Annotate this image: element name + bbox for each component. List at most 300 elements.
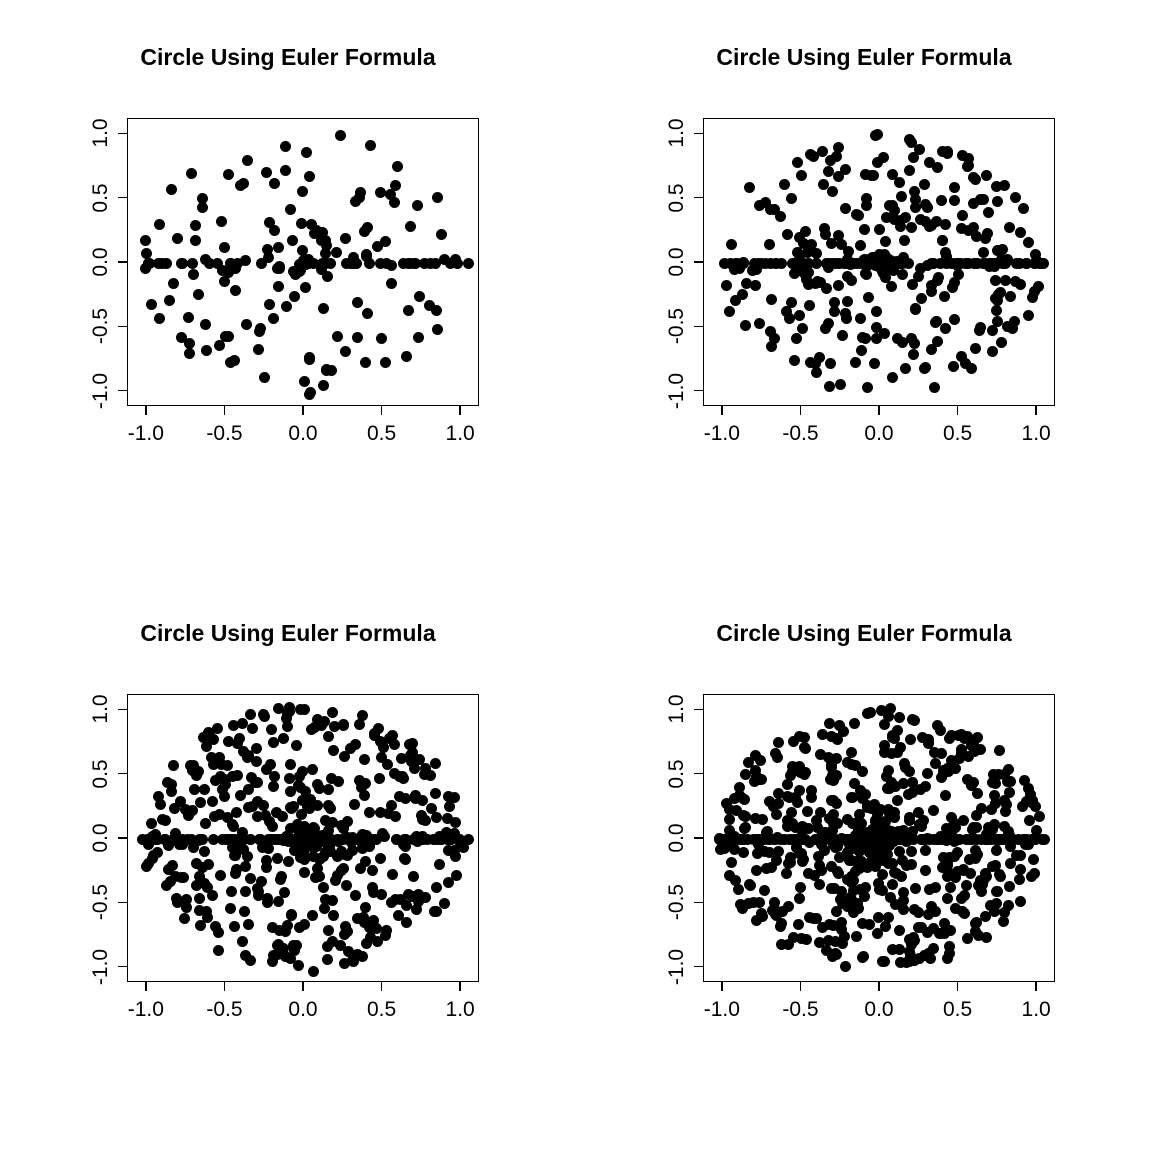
data-point xyxy=(308,966,319,977)
data-point xyxy=(360,357,371,368)
data-point xyxy=(978,194,989,205)
data-point xyxy=(781,868,792,879)
data-point xyxy=(140,263,151,274)
data-point xyxy=(906,939,917,950)
data-point xyxy=(795,882,806,893)
data-point xyxy=(906,846,917,857)
data-point xyxy=(285,204,296,215)
data-point xyxy=(940,323,951,334)
data-point xyxy=(771,809,782,820)
data-point xyxy=(793,919,804,930)
data-point xyxy=(172,233,183,244)
data-point xyxy=(975,322,986,333)
data-point xyxy=(751,915,762,926)
data-point xyxy=(352,297,363,308)
data-point xyxy=(851,931,862,942)
data-point xyxy=(907,787,918,798)
data-point xyxy=(146,299,157,310)
data-point xyxy=(845,259,856,270)
data-point xyxy=(983,207,994,218)
data-point xyxy=(387,869,398,880)
data-point xyxy=(783,901,794,912)
data-point xyxy=(797,323,808,334)
data-point xyxy=(948,361,959,372)
data-point xyxy=(291,940,302,951)
plot-area xyxy=(703,118,1055,406)
data-point xyxy=(309,722,320,733)
data-point xyxy=(910,202,921,213)
data-point xyxy=(269,178,280,189)
data-point xyxy=(328,745,339,756)
x-tick xyxy=(721,982,722,991)
data-point xyxy=(261,167,272,178)
data-point xyxy=(291,740,302,751)
x-tick-label: 1.0 xyxy=(1021,422,1051,445)
y-tick-label: -0.5 xyxy=(89,308,112,345)
data-point xyxy=(1023,839,1034,850)
data-point xyxy=(1024,815,1035,826)
data-point xyxy=(847,792,858,803)
y-tick-label: 0.0 xyxy=(665,823,688,853)
data-point xyxy=(962,161,973,172)
data-point xyxy=(365,932,376,943)
data-point xyxy=(319,903,330,914)
data-point xyxy=(910,304,921,315)
data-point xyxy=(724,306,735,317)
data-point xyxy=(432,192,443,203)
data-point xyxy=(281,713,292,724)
data-point xyxy=(738,847,749,858)
data-point xyxy=(431,906,442,917)
y-tick xyxy=(118,837,127,838)
x-tick-label: -1.0 xyxy=(703,998,740,1021)
data-point xyxy=(188,269,199,280)
data-point xyxy=(240,950,251,961)
data-point xyxy=(959,908,970,919)
data-point xyxy=(837,330,848,341)
data-point xyxy=(434,859,445,870)
data-point xyxy=(833,230,844,241)
data-point xyxy=(416,810,427,821)
data-point xyxy=(325,803,336,814)
data-point xyxy=(779,179,790,190)
data-point xyxy=(336,820,347,831)
data-point xyxy=(766,862,777,873)
data-point xyxy=(414,291,425,302)
data-point xyxy=(842,296,853,307)
data-point xyxy=(754,318,765,329)
data-point xyxy=(782,229,793,240)
data-point xyxy=(297,186,308,197)
data-point xyxy=(386,897,397,908)
y-tick xyxy=(118,902,127,903)
data-point xyxy=(874,224,885,235)
data-point xyxy=(879,834,890,845)
data-point xyxy=(357,951,368,962)
data-point xyxy=(389,197,400,208)
data-point xyxy=(345,258,356,269)
data-point xyxy=(299,919,310,930)
data-point xyxy=(831,798,842,809)
data-point xyxy=(195,797,206,808)
data-point xyxy=(227,834,238,845)
data-point xyxy=(237,936,248,947)
data-point xyxy=(1029,286,1040,297)
data-point xyxy=(818,179,829,190)
data-point xyxy=(904,165,915,176)
data-point xyxy=(357,829,368,840)
data-point xyxy=(304,389,315,400)
data-point xyxy=(323,731,334,742)
data-point xyxy=(981,170,992,181)
data-point xyxy=(940,790,951,801)
data-point xyxy=(898,904,909,915)
data-point xyxy=(811,258,822,269)
data-point xyxy=(268,313,279,324)
data-point xyxy=(148,850,159,861)
y-tick-label: -1.0 xyxy=(89,372,112,409)
data-point xyxy=(866,170,877,181)
y-tick xyxy=(694,197,703,198)
data-point xyxy=(200,319,211,330)
data-point xyxy=(952,866,963,877)
data-point xyxy=(894,925,905,936)
data-point xyxy=(1023,310,1034,321)
data-point xyxy=(981,932,992,943)
data-point xyxy=(796,170,807,181)
data-point xyxy=(419,258,430,269)
data-point xyxy=(897,269,908,280)
data-point xyxy=(889,867,900,878)
data-point xyxy=(871,306,882,317)
data-point xyxy=(289,291,300,302)
data-point xyxy=(1010,192,1021,203)
data-point xyxy=(811,815,822,826)
data-point xyxy=(851,209,862,220)
data-point xyxy=(863,292,874,303)
data-point xyxy=(829,306,840,317)
data-point xyxy=(282,920,293,931)
data-point xyxy=(942,953,953,964)
data-point xyxy=(880,236,891,247)
data-point xyxy=(153,791,164,802)
x-tick xyxy=(302,406,303,415)
data-point xyxy=(785,852,796,863)
data-point xyxy=(915,263,926,274)
data-point xyxy=(945,925,956,936)
x-tick-label: -0.5 xyxy=(782,422,819,445)
data-point xyxy=(431,305,442,316)
data-point xyxy=(362,222,373,233)
data-point xyxy=(318,882,329,893)
y-tick-label: 0.5 xyxy=(89,183,112,213)
data-point xyxy=(318,303,329,314)
data-point xyxy=(245,709,256,720)
data-point xyxy=(892,747,903,758)
data-point xyxy=(287,235,298,246)
data-point xyxy=(256,876,267,887)
data-point xyxy=(992,196,1003,207)
data-point xyxy=(154,219,165,230)
data-point xyxy=(887,169,898,180)
data-point xyxy=(141,861,152,872)
data-point xyxy=(886,281,897,292)
data-point xyxy=(271,807,282,818)
data-point xyxy=(977,879,988,890)
data-point xyxy=(759,885,770,896)
data-point xyxy=(996,337,1007,348)
data-point xyxy=(894,712,905,723)
data-point xyxy=(176,332,187,343)
data-point xyxy=(191,770,202,781)
x-tick-label: 0.0 xyxy=(864,998,894,1021)
data-point xyxy=(273,281,284,292)
data-point xyxy=(242,155,253,166)
data-point xyxy=(203,859,214,870)
data-point xyxy=(253,344,264,355)
data-point xyxy=(405,221,416,232)
x-tick xyxy=(381,406,382,415)
data-point xyxy=(905,950,916,961)
data-point xyxy=(375,258,386,269)
data-point xyxy=(187,258,198,269)
chart-panel-4 xyxy=(576,576,1152,1152)
x-tick-label: 0.0 xyxy=(288,998,318,1021)
data-point xyxy=(889,812,900,823)
data-point xyxy=(1037,834,1048,845)
data-point xyxy=(355,863,366,874)
x-tick-label: 0.0 xyxy=(288,422,318,445)
data-point xyxy=(342,832,353,843)
data-point xyxy=(990,778,1001,789)
data-point xyxy=(219,774,230,785)
data-point xyxy=(434,834,445,845)
data-point xyxy=(906,222,917,233)
x-tick xyxy=(957,982,958,991)
data-point xyxy=(376,889,387,900)
data-point xyxy=(827,186,838,197)
data-point xyxy=(970,845,981,856)
data-point xyxy=(354,775,365,786)
data-point xyxy=(869,358,880,369)
data-point xyxy=(338,863,349,874)
x-tick xyxy=(459,982,460,991)
data-point xyxy=(872,157,883,168)
data-point xyxy=(408,871,419,882)
data-point xyxy=(301,147,312,158)
data-point xyxy=(872,928,883,939)
data-point xyxy=(862,708,873,719)
data-point xyxy=(443,877,454,888)
x-tick xyxy=(800,982,801,991)
data-point xyxy=(918,815,929,826)
data-point xyxy=(869,799,880,810)
data-point xyxy=(830,936,841,947)
data-point xyxy=(775,211,786,222)
data-point xyxy=(273,242,284,253)
data-point xyxy=(308,851,319,862)
y-tick-label: 0.5 xyxy=(665,183,688,213)
data-point xyxy=(944,852,955,863)
data-point xyxy=(1004,222,1015,233)
data-point xyxy=(251,743,262,754)
data-point xyxy=(299,821,310,832)
data-point xyxy=(191,880,202,891)
data-point xyxy=(851,856,862,867)
data-point xyxy=(996,254,1007,265)
x-tick xyxy=(878,406,879,415)
data-point xyxy=(982,228,993,239)
data-point xyxy=(412,200,423,211)
data-point xyxy=(932,162,943,173)
data-point xyxy=(463,258,474,269)
y-tick-label: -0.5 xyxy=(89,884,112,921)
data-point xyxy=(1005,291,1016,302)
y-tick-label: -1.0 xyxy=(665,372,688,409)
data-point xyxy=(367,882,378,893)
data-point xyxy=(320,834,331,845)
data-point xyxy=(266,724,277,735)
data-point xyxy=(990,275,1001,286)
data-point xyxy=(301,835,312,846)
data-point xyxy=(400,854,411,865)
data-point xyxy=(872,129,883,140)
chart-title: Circle Using Euler Formula xyxy=(716,44,1012,70)
data-point xyxy=(201,345,212,356)
data-point xyxy=(279,887,290,898)
data-point xyxy=(252,777,263,788)
data-point xyxy=(753,839,764,850)
data-point xyxy=(297,766,308,777)
data-point xyxy=(431,882,442,893)
data-point xyxy=(184,348,195,359)
data-point xyxy=(359,754,370,765)
data-point xyxy=(304,354,315,365)
data-point xyxy=(935,725,946,736)
data-point xyxy=(403,305,414,316)
data-point xyxy=(350,890,361,901)
x-tick-label: -1.0 xyxy=(703,422,740,445)
data-point xyxy=(857,332,868,343)
data-point xyxy=(823,318,834,329)
data-point xyxy=(171,893,182,904)
data-point xyxy=(280,165,291,176)
data-point xyxy=(899,235,910,246)
data-point xyxy=(222,760,233,771)
y-tick-label: 0.0 xyxy=(89,823,112,853)
data-point xyxy=(846,759,857,770)
y-tick xyxy=(118,390,127,391)
data-point xyxy=(327,707,338,718)
data-point xyxy=(207,796,218,807)
data-point xyxy=(957,210,968,221)
data-point xyxy=(799,732,810,743)
data-point xyxy=(365,140,376,151)
data-point xyxy=(854,841,865,852)
data-point xyxy=(809,870,820,881)
data-point xyxy=(322,954,333,965)
y-tick-label: -1.0 xyxy=(89,948,112,985)
data-point xyxy=(362,308,373,319)
data-point xyxy=(352,332,363,343)
data-point xyxy=(304,171,315,182)
x-tick xyxy=(145,406,146,415)
data-point xyxy=(791,333,802,344)
data-point xyxy=(879,328,890,339)
data-point xyxy=(998,916,1009,927)
data-point xyxy=(328,910,339,921)
x-tick xyxy=(957,406,958,415)
data-point xyxy=(764,239,775,250)
data-point xyxy=(920,362,931,373)
data-point xyxy=(887,372,898,383)
data-point xyxy=(430,758,441,769)
data-point xyxy=(1015,864,1026,875)
data-point xyxy=(766,341,777,352)
data-point xyxy=(794,893,805,904)
data-point xyxy=(299,376,310,387)
data-point xyxy=(225,903,236,914)
data-point xyxy=(223,169,234,180)
data-point xyxy=(216,216,227,227)
data-point xyxy=(766,294,777,305)
data-point xyxy=(824,381,835,392)
data-point xyxy=(719,258,730,269)
data-point xyxy=(1009,316,1020,327)
data-point xyxy=(811,367,822,378)
data-point xyxy=(1011,258,1022,269)
data-point xyxy=(971,917,982,928)
data-point xyxy=(804,300,815,311)
data-point xyxy=(970,174,981,185)
y-tick xyxy=(118,709,127,710)
data-point xyxy=(420,892,431,903)
data-point xyxy=(795,834,806,845)
y-tick-label: 1.0 xyxy=(665,694,688,725)
x-tick xyxy=(224,982,225,991)
data-point xyxy=(942,871,953,882)
data-point xyxy=(413,332,424,343)
data-point xyxy=(910,883,921,894)
data-point xyxy=(792,797,803,808)
x-tick xyxy=(145,982,146,991)
data-point xyxy=(335,130,346,141)
chart-panel-2 xyxy=(576,0,1152,576)
data-point xyxy=(892,725,903,736)
data-point xyxy=(157,258,168,269)
data-point xyxy=(176,872,187,883)
data-point xyxy=(204,258,215,269)
data-point xyxy=(215,870,226,881)
data-point xyxy=(419,769,430,780)
data-point xyxy=(916,293,927,304)
x-tick-label: -0.5 xyxy=(206,998,243,1021)
data-point xyxy=(404,739,415,750)
data-point xyxy=(317,258,328,269)
data-point xyxy=(167,860,178,871)
data-point xyxy=(230,850,241,861)
data-point xyxy=(1029,868,1040,879)
y-tick xyxy=(694,133,703,134)
data-point xyxy=(968,222,979,233)
y-tick-label: -0.5 xyxy=(665,308,688,345)
data-point xyxy=(920,199,931,210)
data-point xyxy=(272,853,283,864)
x-tick-label: -0.5 xyxy=(782,998,819,1021)
data-point xyxy=(219,242,230,253)
data-point xyxy=(369,730,380,741)
data-point xyxy=(168,760,179,771)
